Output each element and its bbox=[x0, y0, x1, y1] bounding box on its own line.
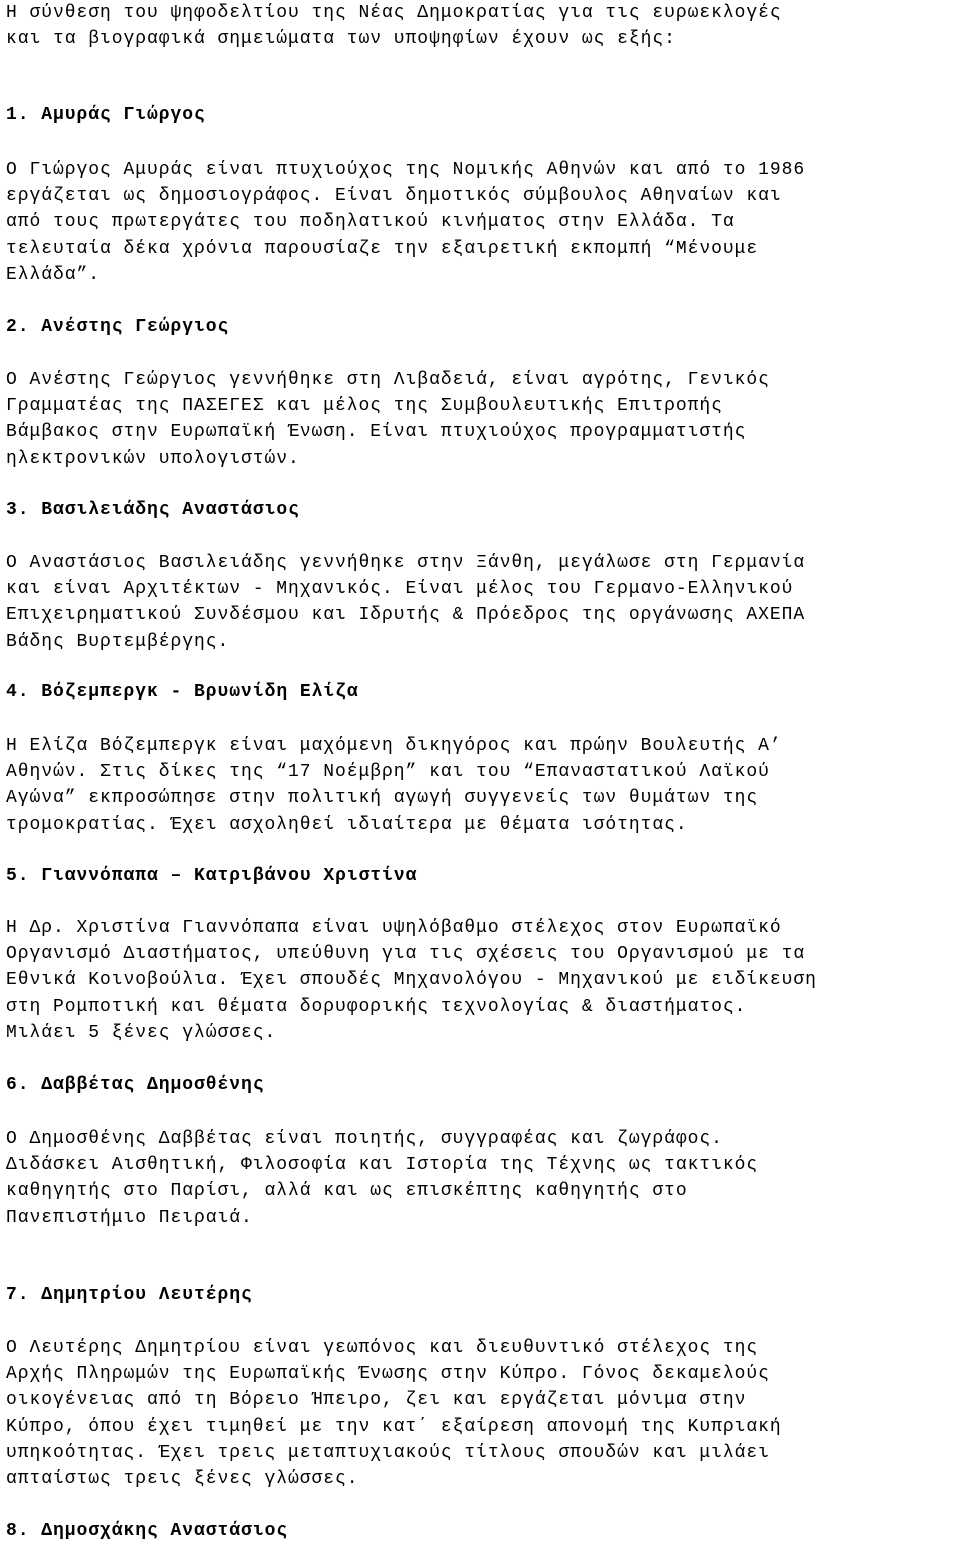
candidate-bio-5: Η Δρ. Χριστίνα Γιαννόπαπα είναι υψηλόβαθμο στέλεχος στον Ευρωπαϊκό Οργανισμό Διαστήματος, υπεύθυνη για τις σχέσεις του Οργανισμού με τα Εθνικά Κοινοβούλια. Έχει σπουδές Μηχανολόγου - Μηχανικού με ειδίκευση στη Ρομποτική και θέματα δορυφορικής τεχνολογίας & διαστήματος. Μιλάει 5 ξένες γλώσσες. bbox=[6, 918, 817, 1043]
candidate-name: Ανέστης Γεώργιος bbox=[41, 317, 230, 337]
candidate-number: 8. bbox=[6, 1521, 30, 1541]
candidate-bio-1: Ο Γιώργος Αμυράς είναι πτυχιούχος της Νομικής Αθηνών και από το 1986 εργάζεται ως δημοσιογράφος. Είναι δημοτικός σύμβουλος Αθηναίων και από τους πρωτεργάτες του ποδηλατικού κινήματος στην Ελλάδα. Τα τελευταία δέκα χρόνια παρουσίαζε την εξαιρετική εκπομπή “Μένουμε Ελλάδα”. bbox=[6, 160, 806, 285]
candidate-bio-7: Ο Λευτέρης Δημητρίου είναι γεωπόνος και διευθυντικό στέλεχος της Αρχής Πληρωμών της Ευρωπαϊκής Ένωσης στην Κύπρο. Γόνος δεκαμελούς οικογένειας από τη Βόρειο Ήπειρο, ζει και εργάζεται μόνιμα στην Κύπρο, όπου έχει τιμηθεί με την κατ΄ εξαίρεση απονομή της Κυπριακή υπηκοότητας. Έχει τρεις μεταπτυχιακούς τίτλους σπουδών και μιλάει απταίστως τρεις ξένες γλώσσες. bbox=[6, 1338, 782, 1490]
candidate-heading-4 bbox=[6, 679, 958, 705]
candidate-name: Βασιλειάδης Αναστάσιος bbox=[41, 500, 300, 520]
intro-paragraph: Η σύνθεση του ψηφοδελτίου της Νέας Δημοκρατίας για τις ευρωεκλογές και τα βιογραφικά σημειώματα των υποψηφίων έχουν ως εξής: bbox=[6, 3, 782, 50]
candidate-name: Δαββέτας Δημοσθένης bbox=[41, 1075, 265, 1095]
candidate-number: 5. bbox=[6, 866, 30, 886]
candidate-number: 6. bbox=[6, 1075, 30, 1095]
candidate-heading-2 bbox=[6, 314, 958, 340]
candidate-bio-6: Ο Δημοσθένης Δαββέτας είναι ποιητής, συγγραφέας και ζωγράφος. Διδάσκει Αισθητική, Φιλοσοφία και Ιστορία της Τέχνης ως τακτικός καθηγητής στο Παρίσι, αλλά και ως επισκέπτης καθηγητής στο Πανεπιστήμιο Πειραιά. bbox=[6, 1129, 759, 1228]
candidate-name: Δημητρίου Λευτέρης bbox=[41, 1285, 253, 1305]
candidate-heading-5 bbox=[6, 863, 958, 889]
candidate-number: 4. bbox=[6, 682, 30, 702]
candidate-bio-3: Ο Αναστάσιος Βασιλειάδης γεννήθηκε στην Ξάνθη, μεγάλωσε στη Γερμανία και είναι Αρχιτέκτων - Μηχανικός. Είναι μέλος του Γερμανο-Ελληνικού Επιχειρηματικού Συνδέσμου και Ιδρυτής & Πρόεδρος της οργάνωσης ΑΧΕΠΑ Βάδης Βυρτεμβέργης. bbox=[6, 553, 806, 652]
candidate-number: 7. bbox=[6, 1285, 30, 1305]
candidate-heading-7 bbox=[6, 1282, 958, 1308]
candidate-bio-2: Ο Ανέστης Γεώργιος γεννήθηκε στη Λιβαδειά, είναι αγρότης, Γενικός Γραμματέας της ΠΑΣΕΓΕΣ και μέλος της Συμβουλευτικής Επιτροπής Βάμβακος στην Ευρωπαϊκή Ένωση. Είναι πτυχιούχος προγραμματιστής ηλεκτρονικών υπολογιστών. bbox=[6, 370, 770, 469]
candidate-name: Αμυράς Γιώργος bbox=[41, 105, 206, 125]
candidate-number: 2. bbox=[6, 317, 30, 337]
candidate-name: Γιαννόπαπα – Κατριβάνου Χριστίνα bbox=[41, 866, 418, 886]
candidate-name: Δημοσχάκης Αναστάσιος bbox=[41, 1521, 289, 1541]
candidate-heading-8 bbox=[6, 1518, 958, 1544]
candidate-name: Βόζεμπεργκ - Βρυωνίδη Ελίζα bbox=[41, 682, 359, 702]
candidate-bio-4: Η Ελίζα Βόζεμπεργκ είναι μαχόμενη δικηγόρος και πρώην Βουλευτής Α’ Αθηνών. Στις δίκες της “17 Νοέμβρη” και του “Επαναστατικού Λαϊκού Αγώνα” εκπροσώπησε στην πολιτική αγωγή συγγενείς των θυμάτων της τρομοκρατίας. Έχει ασχοληθεί ιδιαίτερα με θέματα ισότητας. bbox=[6, 736, 782, 835]
candidate-number: 3. bbox=[6, 500, 30, 520]
candidate-heading-3 bbox=[6, 497, 958, 523]
candidate-heading-6 bbox=[6, 1072, 958, 1098]
candidate-number: 1. bbox=[6, 105, 30, 125]
candidate-heading-1 bbox=[6, 102, 958, 128]
